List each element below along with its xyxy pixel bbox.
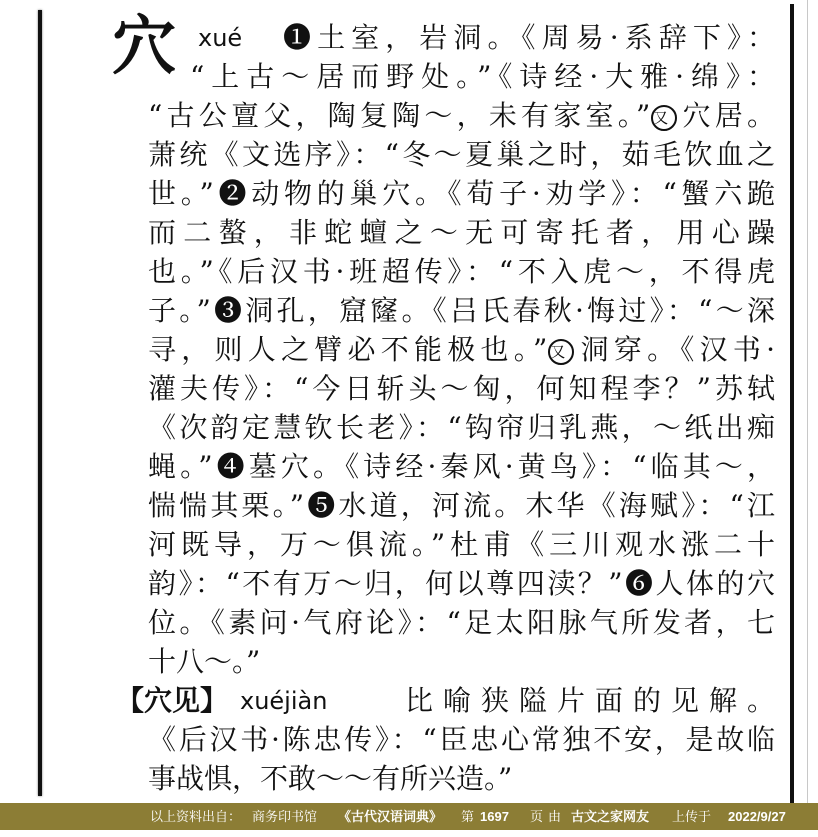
line-text: 洞穿。《汉书·	[575, 333, 775, 366]
footer-publisher: 商务印书馆	[252, 809, 318, 824]
line-text: 位。《素问·气府论》：“足太阳脉气所发者，七	[148, 606, 775, 639]
subentry-line	[148, 720, 775, 760]
entry-line	[148, 525, 775, 565]
subentry-pinyin: xuéjiàn	[240, 687, 328, 715]
footer-book-title: 《古代汉语词典》	[338, 809, 443, 824]
footer-page-prefix: 第	[461, 809, 475, 824]
entry-line	[148, 174, 775, 214]
footer-page-suffix: 页	[530, 809, 544, 824]
footer-date: 2022/9/27	[728, 809, 786, 824]
entry-line	[148, 408, 775, 448]
entry-line	[148, 603, 775, 643]
line-text: 事战惧，不敢～～有所兴造。”	[148, 762, 513, 795]
line-text: 十八～。”	[148, 645, 261, 678]
footer-by: 由	[548, 809, 562, 824]
line-text: “上古～居而野处。”《诗经·大雅·绵》：	[190, 60, 775, 93]
line-text: 萧统《文选序》：“冬～夏巢之时，茹毛饮血之	[148, 138, 775, 171]
footer-uploaded-label: 上传于	[672, 809, 712, 824]
line-text: 也。”《后汉书·班超传》：“不入虎～，不得虎	[148, 255, 775, 288]
footer-source-label: 以上资料出自：	[150, 809, 242, 824]
entry-line	[148, 642, 260, 682]
subentry-line	[148, 759, 512, 799]
subentry-term: 【穴见】	[116, 684, 229, 717]
line-text: ❶土室，岩洞。《周易·系辞下》：	[283, 21, 775, 54]
line-text: 灌夫传》：“今日斩头～匈，何知程李？”苏轼	[148, 372, 775, 405]
line-text: 子。”❸洞孔，窟窿。《吕氏春秋·悔过》：“～深	[148, 294, 775, 327]
entry-line	[148, 96, 775, 136]
entry-line	[148, 486, 775, 526]
footer-uploader: 古文之家网友	[571, 809, 650, 824]
line-text: 寻，则人之臂必不能极也。”	[148, 333, 548, 366]
entry-line	[283, 18, 775, 58]
subentry-definition: 比喻狭隘片面的见解。	[405, 684, 775, 717]
headword: 穴	[112, 9, 176, 84]
entry-line	[148, 291, 775, 331]
entry-line	[148, 330, 775, 370]
entry-line	[190, 57, 775, 97]
entry-line	[148, 369, 775, 409]
line-text: 河既导，万～俱流。”杜甫《三川观水涨二十	[148, 528, 775, 561]
circled-you-mark: 又	[651, 105, 677, 131]
entry-line	[148, 252, 775, 292]
source-footer-bar	[0, 803, 818, 830]
entry-line	[148, 135, 775, 175]
circled-you-mark: 又	[548, 339, 574, 365]
line-text: 《后汉书·陈忠传》：“臣忠心常独不安，是故临	[148, 723, 775, 756]
entry-line	[148, 213, 775, 253]
line-text: 《次韵定慧钦长老》：“钩帘归乳燕，～纸出痴	[148, 411, 775, 444]
entry-line	[148, 447, 775, 487]
line-text: “古公亶父，陶复陶～，未有家室。”	[148, 99, 651, 132]
line-text: 韵》：“不有万～归，何以尊四渎？”❻人体的穴	[148, 567, 775, 600]
line-text: 惴惴其栗。”❺水道，河流。木华《海赋》：“江	[148, 489, 775, 522]
footer-page-number: 1697	[480, 809, 509, 824]
line-text: 而二螯，非蛇蟺之～无可寄托者，用心躁	[148, 216, 775, 249]
line-text: 世。”❷动物的巢穴。《荀子·劝学》：“蟹六跪	[148, 177, 775, 210]
headword-pinyin: xué	[198, 24, 243, 52]
line-text: 穴居。	[678, 99, 775, 132]
entry-line	[148, 564, 775, 604]
line-text: 蝇。”❹墓穴。《诗经·秦风·黄鸟》：“临其～，	[148, 450, 775, 483]
